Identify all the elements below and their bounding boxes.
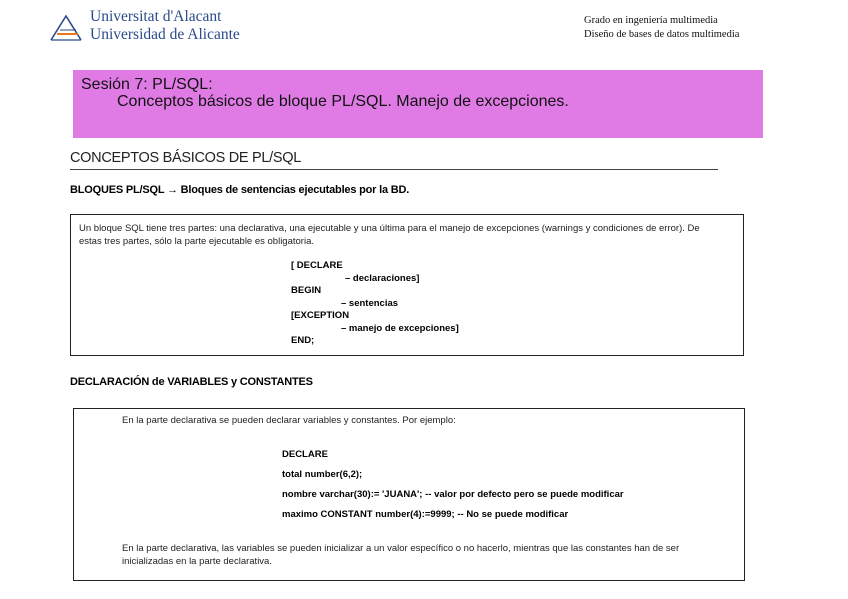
university-name-valencian: Universitat d'Alacant (90, 8, 222, 25)
code-line: nombre varchar(30):= 'JUANA'; -- valor por defecto pero se puede modificar (282, 489, 624, 500)
code-line: BEGIN (291, 285, 322, 296)
declarations-code (282, 445, 624, 525)
declarations-heading: DECLARACIÓN de VARIABLES y CONSTANTES (70, 376, 313, 388)
declarations-outro: En la parte declarativa, las variables se pueden inicializar a un valor específico o no hacerlo, mientras que las constantes han de ser inicializadas en la parte declarativa. (122, 543, 680, 567)
code-line: END; (291, 335, 315, 346)
code-line: [ DECLARE (291, 260, 343, 271)
subject-name: Diseño de bases de datos multimedia (584, 28, 740, 40)
session-banner (73, 70, 763, 138)
blocks-box (70, 214, 744, 356)
declarations-intro: En la parte declarativa se pueden declarar variables y constantes. Por ejemplo: (122, 415, 456, 426)
code-line: DECLARE (282, 449, 328, 460)
code-line: – sentencias (341, 297, 399, 309)
university-name-spanish: Universidad de Alicante (90, 26, 240, 43)
code-line: maximo CONSTANT number(4):=9999; -- No se puede modificar (282, 509, 569, 520)
degree-name: Grado en ingeniería multimedia (584, 15, 718, 26)
blocks-code (291, 260, 459, 348)
section-title: CONCEPTOS BÁSICOS DE PL/SQL (70, 150, 301, 166)
session-title: Sesión 7: PL/SQL: (81, 76, 213, 93)
code-line: total number(6,2); (282, 469, 363, 480)
code-line: – declaraciones] (345, 272, 420, 284)
university-logo-icon (50, 12, 82, 42)
course-info (584, 14, 739, 41)
code-line: [EXCEPTION (291, 310, 350, 321)
session-subtitle: Conceptos básicos de bloque PL/SQL. Manejo de excepciones. (117, 93, 569, 110)
code-line: – manejo de excepciones] (341, 322, 459, 334)
declarations-box (73, 408, 745, 581)
section-divider (70, 169, 718, 170)
blocks-description: Un bloque SQL tiene tres partes: una declarativa, una ejecutable y una última para el manejo de excepciones (warnings y condiciones de error). De estas tres partes, sólo la parte ejecutable es obligatoria. (79, 223, 700, 247)
university-name (90, 8, 240, 44)
blocks-heading: BLOQUES PL/SQL → Bloques de sentencias ejecutables por la BD. (70, 184, 410, 196)
